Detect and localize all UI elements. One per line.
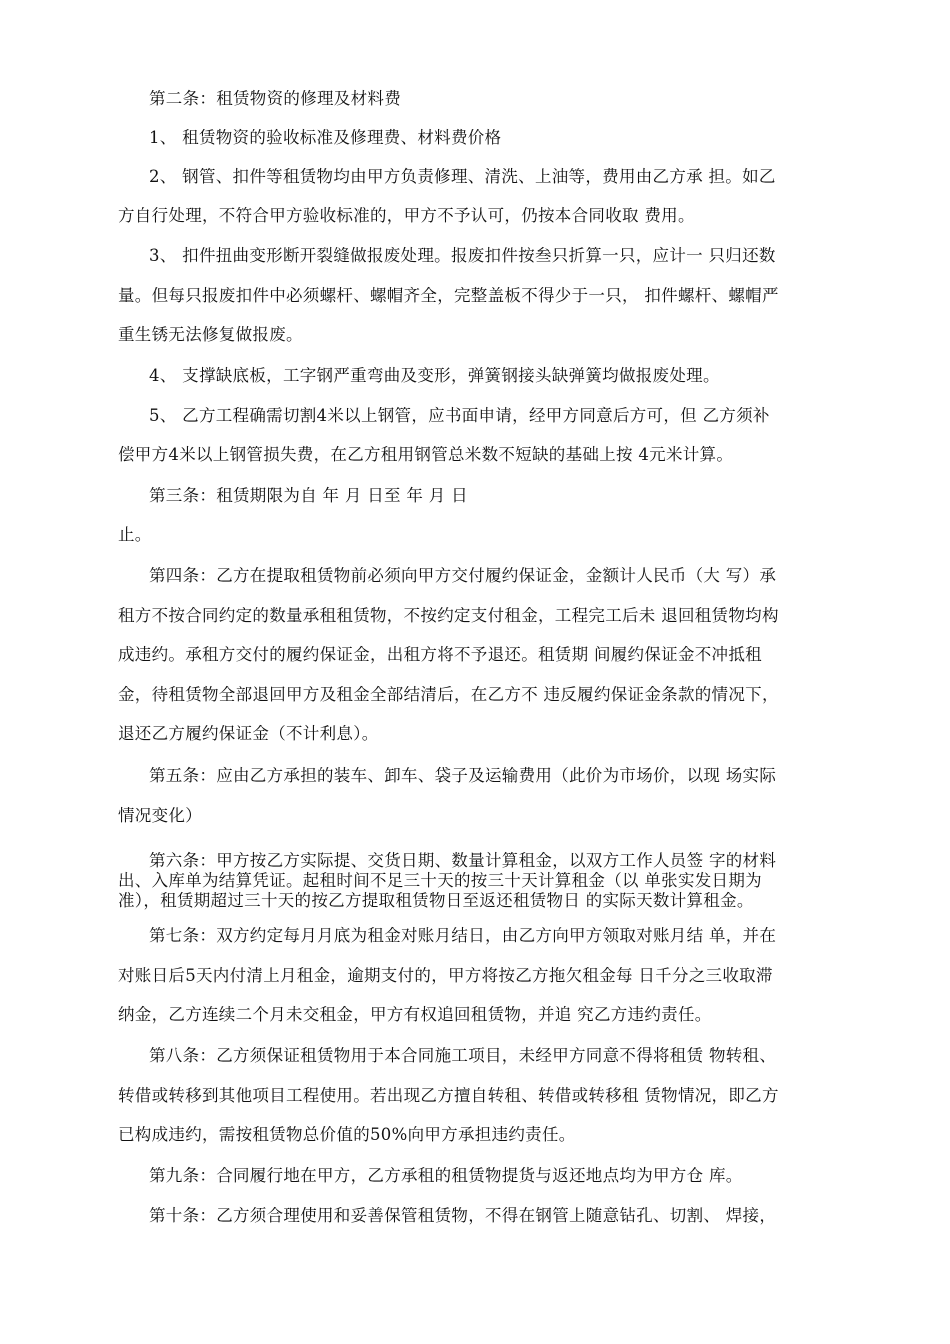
article-5-line-2: 情况变化） <box>118 806 202 825</box>
clause-2-5-line-2: 偿甲方4米以上钢管损失费，在乙方租用钢管总米数不短缺的基础上按 4元米计算。 <box>118 445 734 464</box>
article-7-line-3: 纳金，乙方连续二个月未交租金，甲方有权追回租赁物，并追 究乙方违约责任。 <box>118 1005 712 1024</box>
article-7-line-2: 对账日后5天内付清上月租金，逾期支付的，甲方将按乙方拖欠租金每 日千分之三收取滞 <box>118 966 773 985</box>
clause-2-1: 1、 租赁物资的验收标准及修理费、材料费价格 <box>149 128 502 147</box>
article-6-line-3: 准），租赁期超过三十天的按乙方提取租赁物日至返还租赁物日 的实际天数计算租金。 <box>118 891 754 910</box>
clause-2-5-line-1: 5、 乙方工程确需切割4米以上钢管，应书面申请，经甲方同意后方可，但 乙方须补 <box>149 406 770 425</box>
clause-2-2-line-1: 2、 钢管、扣件等租赁物均由甲方负责修理、清洗、上油等，费用由乙方承 担。如乙 <box>149 167 776 186</box>
clause-2-3-line-2: 量。但每只报废扣件中必须螺杆、螺帽齐全，完整盖板不得少于一只， 扣件螺杆、螺帽严 <box>118 286 779 305</box>
article-6-line-2: 出、入库单为结算凭证。起租时间不足三十天的按三十天计算租金（以 单张实发日期为 <box>118 871 762 890</box>
clause-2-3-line-3: 重生锈无法修复做报废。 <box>118 325 303 344</box>
article-6-line-1: 第六条：甲方按乙方实际提、交货日期、数量计算租金，以双方工作人员签 字的材料 <box>149 851 777 870</box>
article-4-line-3: 成违约。承租方交付的履约保证金，出租方将不予退还。租赁期 间履约保证金不冲抵租 <box>118 645 762 664</box>
article-5-line-1: 第五条：应由乙方承担的装车、卸车、袋子及运输费用（此价为市场价，以现 场实际 <box>149 766 777 785</box>
article-7-line-1: 第七条：双方约定每月月底为租金对账月结日，由乙方向甲方领取对账月结 单，并在 <box>149 926 777 945</box>
article-8-line-2: 转借或转移到其他项目工程使用。若出现乙方擅自转租、转借或转移租 赁物情况，即乙方 <box>118 1086 779 1105</box>
article-10-line-1: 第十条：乙方须合理使用和妥善保管租赁物，不得在钢管上随意钻孔、切割、 焊接， <box>149 1206 777 1225</box>
article-4-line-2: 租方不按合同约定的数量承租租赁物，不按约定支付租金，工程完工后未 退回租赁物均构 <box>118 606 779 625</box>
article-3-line-2: 止。 <box>118 525 152 544</box>
article-4-line-5: 退还乙方履约保证金（不计利息）。 <box>118 724 379 743</box>
clause-2-4: 4、 支撑缺底板，工字钢严重弯曲及变形，弹簧钢接头缺弹簧均做报废处理。 <box>149 366 720 385</box>
clause-2-2-line-2: 方自行处理，不符合甲方验收标准的，甲方不予认可，仍按本合同收取 费用。 <box>118 206 695 225</box>
clause-2-3-line-1: 3、 扣件扭曲变形断开裂缝做报废处理。报废扣件按叁只折算一只，应计一 只归还数 <box>149 246 776 265</box>
article-2-heading: 第二条：租赁物资的修理及材料费 <box>149 89 401 108</box>
article-9: 第九条：合同履行地在甲方，乙方承租的租赁物提货与返还地点均为甲方仓 库。 <box>149 1166 743 1185</box>
article-3-line-1: 第三条：租赁期限为自 年 月 日至 年 月 日 <box>149 486 468 505</box>
article-4-line-1: 第四条：乙方在提取租赁物前必须向甲方交付履约保证金，金额计人民币（大 写）承 <box>149 566 777 585</box>
article-8-line-1: 第八条：乙方须保证租赁物用于本合同施工项目，未经甲方同意不得将租赁 物转租、 <box>149 1046 777 1065</box>
article-8-line-3: 已构成违约，需按租赁物总价值的50%向甲方承担违约责任。 <box>118 1125 576 1144</box>
article-4-line-4: 金，待租赁物全部退回甲方及租金全部结清后，在乙方不 违反履约保证金条款的情况下， <box>118 685 779 704</box>
